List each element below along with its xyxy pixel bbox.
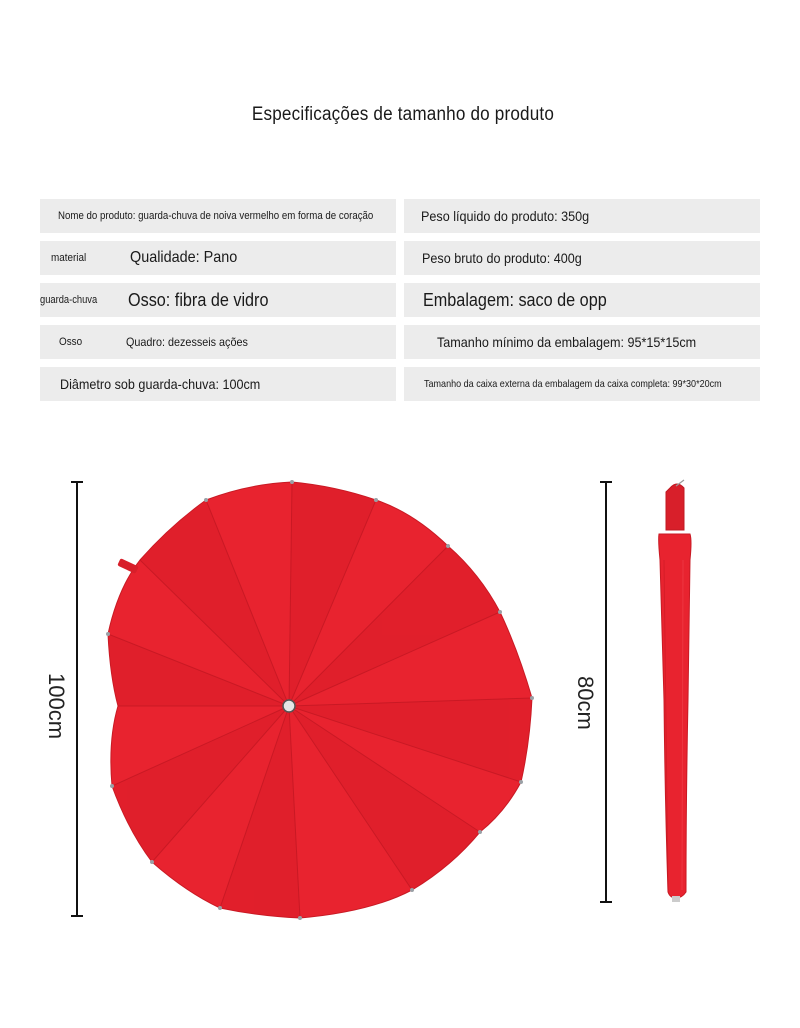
closed-length-label: 80cm xyxy=(573,676,598,730)
spec-min-package-text: Tamanho mínimo da embalagem: 95*15*15cm xyxy=(437,334,697,350)
spec-material-label: material xyxy=(51,252,87,264)
spec-net-weight-text: Peso líquido do produto: 350g xyxy=(421,208,590,224)
spec-bone-value: Osso: fibra de vidro xyxy=(128,289,269,310)
closed-length-ruler xyxy=(600,482,612,902)
spec-outer-box-text: Tamanho da caixa externa da embalagem da caixa completa: 99*30*20cm xyxy=(424,378,722,390)
spec-frame-value: Quadro: dezesseis ações xyxy=(126,335,248,349)
spec-material-value: Qualidade: Pano xyxy=(130,249,238,266)
spec-frame-label: Osso xyxy=(59,336,83,348)
spec-gross-weight-text: Peso bruto do produto: 400g xyxy=(422,250,582,266)
page-title: Especificações de tamanho do produto xyxy=(251,104,555,125)
spec-diameter-text: Diâmetro sob guarda-chuva: 100cm xyxy=(60,376,261,392)
open-height-label: 100cm xyxy=(44,673,69,740)
spec-packaging-text: Embalagem: saco de opp xyxy=(423,289,607,310)
closed-umbrella-image xyxy=(659,480,691,902)
open-height-ruler xyxy=(71,482,83,916)
open-umbrella-image xyxy=(106,480,534,920)
spec-product-name-text: Nome do produto: guarda-chuva de noiva vermelho em forma de coração xyxy=(58,210,374,222)
spec-bone-label: guarda-chuva xyxy=(40,294,98,306)
